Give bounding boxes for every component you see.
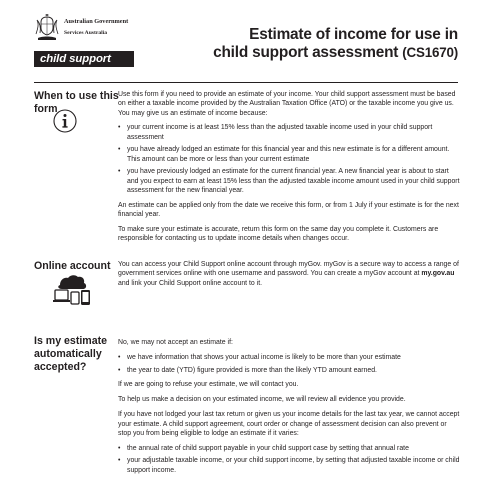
title-divider [34, 82, 458, 83]
paragraph: To help us make a decision on your estimated income, we will review all evidence you provide. [118, 396, 406, 404]
paragraph: Use this form if you need to provide an estimate of your income. Your child support assessment must be based on either a taxable income provided by the Australian Taxation Office (ATO) or the taxable income you give us. You may give us an estimate of income because: [118, 91, 456, 117]
section-heading: Online account [34, 260, 111, 272]
section-online-account [34, 260, 464, 320]
list-item: • the year to date (YTD) figure provided is more than the likely YTD amount earned. [118, 366, 460, 375]
list-item: • we have information that shows your actual income is likely to be more than your estimate [118, 353, 460, 362]
section-when-to-use [34, 90, 464, 250]
list-item: • you have previously lodged an estimate for the current financial year. A new financial year is about to start and you expect to earn at least 15% less than the adjusted taxable income amount used in your child support assessment for the new financial year. [118, 167, 460, 195]
text: and link your Child Support online account to it. [118, 279, 263, 287]
government-name: Australian Government [64, 18, 129, 25]
paragraph: An estimate can be applied only from the date we receive this form, or from 1 July if your estimate is for the next financial year. [118, 201, 459, 219]
agency-name: Services Australia [64, 30, 108, 36]
section-heading: Is my estimate automatically accepted? [34, 335, 108, 373]
child-support-brand: child support [34, 51, 134, 67]
form-code: (CS1670) [402, 45, 458, 60]
variation-list [118, 444, 460, 475]
paragraph: To make sure your estimate is accurate, return this form on the same day you complete it. Customers are responsible for contacting us to update income details when changes occur. [118, 226, 439, 243]
header [0, 0, 480, 80]
list-item: • the annual rate of child support payable in your child support case by setting that annual rate [118, 444, 460, 453]
section-content [118, 260, 460, 293]
paragraph [118, 260, 460, 288]
refusal-reason-list [118, 353, 460, 375]
paragraph: If we are going to refuse your estimate, we will contact you. [118, 381, 299, 389]
mygov-link[interactable]: my.gov.au [421, 270, 455, 278]
list-item: • you have already lodged an estimate for this financial year and this new estimate is for a different amount. This amount can be more or less than your current estimate [118, 145, 460, 164]
section-content [118, 338, 460, 481]
list-item: • your adjustable taxable income, or your child support income, by setting that adjusted taxable income or child support income. [118, 456, 460, 475]
title-line-2 [213, 44, 458, 62]
section-content [118, 90, 460, 249]
text: You can access your Child Support online account through myGov. myGov is a secure way to access a range of government services online with one username and password. You can create a myGov account at [118, 261, 459, 278]
reason-list [118, 123, 460, 195]
crest-icon [34, 14, 60, 46]
document-title [213, 26, 458, 62]
title-line-2-text: child support assessment [213, 44, 399, 61]
info-icon [53, 109, 77, 133]
cloud-devices-icon [52, 273, 92, 307]
section-estimate-accepted [34, 335, 464, 480]
paragraph: No, we may not accept an estimate if: [118, 339, 233, 346]
list-item: • your current income is at least 15% less than the adjusted taxable income used in your child support assessment [118, 123, 460, 142]
title-line-1: Estimate of income for use in [249, 26, 458, 43]
paragraph: If you have not lodged your last tax return or given us your income details for the last tax year, we cannot accept your estimate. A child support agreement, court order or change of assessment decision can also prevent or stop you from being eligible to lodge an estimate if it varies: [118, 411, 460, 437]
section-heading: When to use this form [34, 90, 119, 115]
